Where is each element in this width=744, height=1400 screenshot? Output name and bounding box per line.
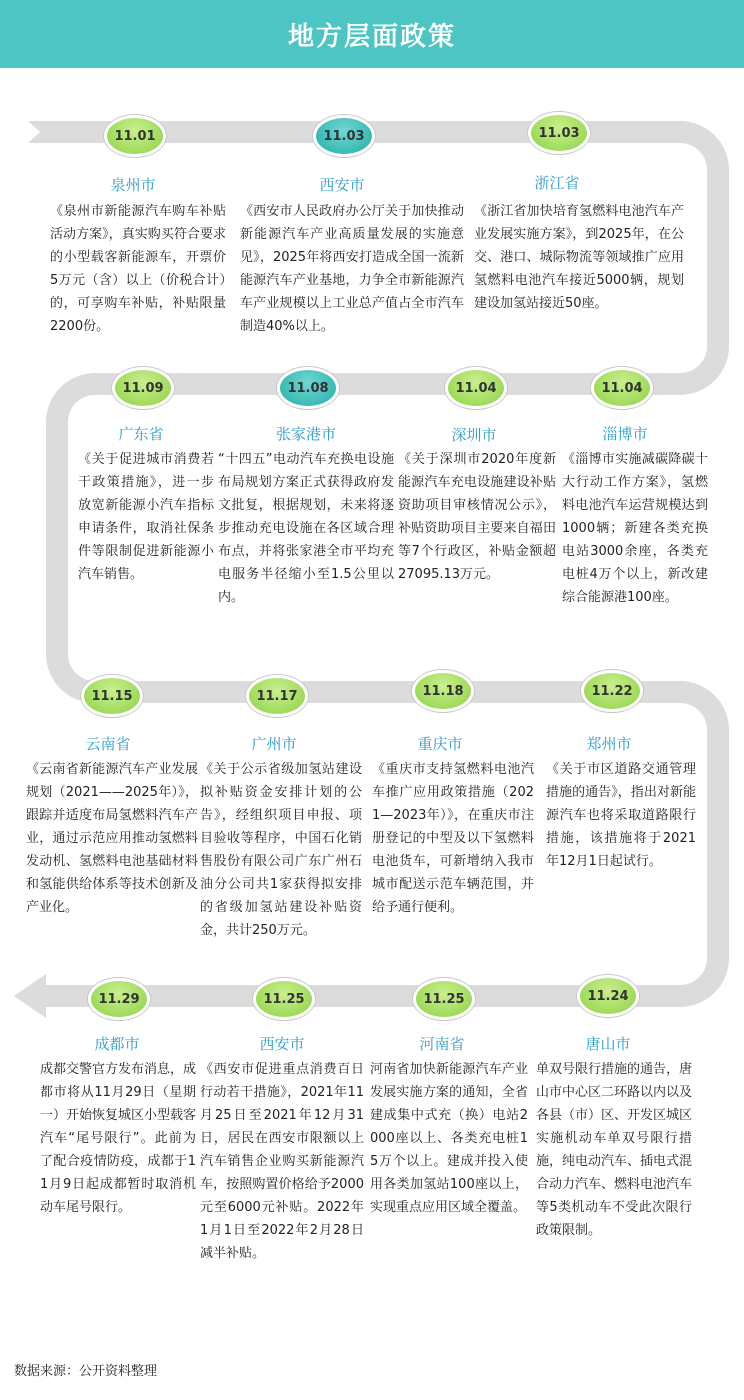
city-label: 唐山市 bbox=[585, 1035, 631, 1053]
date-bubble: 11.24 bbox=[577, 975, 639, 1017]
policy-description: 成都交警官方发布消息，成都市将从11月29日（星期一）开始恢复城区小型载客汽车“尾号限行”。此前为了配合疫情防疫，成都于11月9日起成都暂时取消机动车尾号限行。 bbox=[40, 1062, 197, 1215]
city-label: 浙江省 bbox=[534, 174, 580, 192]
policy-description: 《西安市人民政府办公厅关于加快推动新能源汽车产业高质量发展的实施意见》，2025年将西安打造成全国一流新能源汽车产业基地，力争全市新能源汽车产业规模以上工业总产值占全市汽车制造40%以上。 bbox=[240, 204, 464, 334]
date-bubble: 11.08 bbox=[277, 367, 339, 409]
policy-description: 《浙江省加快培育氢燃料电池汽车产业发展实施方案》，到2025年，在公交、港口、城际物流等领域推广应用氢燃料电池汽车接近5000辆，规划建设加氢站接近50座。 bbox=[474, 204, 684, 311]
date-bubble: 11.29 bbox=[88, 978, 150, 1020]
policy-description: 《泉州市新能源汽车购车补贴活动方案》，真实购买符合要求的小型载客新能源车，开票价5万元（含）以上（价税合计）的，可享购车补贴，补贴限量2200份。 bbox=[50, 204, 226, 334]
date-bubble: 11.17 bbox=[246, 675, 308, 717]
city-label: 广州市 bbox=[251, 735, 297, 753]
policy-description: 《云南省新能源汽车产业发展规划（2021——2025年）》，跟踪并适度布局氢燃料汽车产业，通过示范应用推动氢燃料发动机、氢燃料电池基础材料和氢能供给体系等技术创新及产业化。 bbox=[26, 762, 198, 915]
date-bubble: 11.03 bbox=[313, 115, 375, 157]
date-bubble: 11.03 bbox=[528, 112, 590, 154]
date-bubble: 11.04 bbox=[591, 367, 653, 409]
date-bubble: 11.15 bbox=[81, 675, 143, 717]
policy-description: “十四五”电动汽车充换电设施布局规划方案正式获得政府发文批复，根据规划，未来将逐步推动充电设施在各区域合理布点，并将张家港全市平均充电服务半径缩小至1.5公里以内。 bbox=[218, 452, 394, 605]
city-label: 云南省 bbox=[85, 735, 131, 753]
policy-description: 《关于深圳市2020年度新能源汽车充电设施建设补贴资助项目审核情况公示》，补贴资助项目主要来自福田等7个行政区，补贴金额超27095.13万元。 bbox=[398, 452, 556, 582]
timeline-arrow-head bbox=[14, 974, 46, 1018]
policy-description: 《重庆市支持氢燃料电池汽车推广应用政策措施（2021—2023年）》，在重庆市注册登记的中型及以下氢燃料电池货车，可新增纳入我市城市配送示范车辆范围，并给予通行便利。 bbox=[372, 762, 534, 915]
policy-description: 《关于公示省级加氢站建设拟补贴资金安排计划的公告》，经组织项目申报、项目验收等程序，中国石化销售股份有限公司广东广州石油分公司共1家获得拟安排的省级加氢站建设补贴资金，共计250万元。 bbox=[200, 762, 362, 938]
city-label: 河南省 bbox=[419, 1035, 465, 1053]
policy-description: 《淄博市实施减碳降碳十大行动工作方案》，氢燃料电池汽车运营规模达到1000辆；新建各类充换电站3000余座，各类充电桩4万个以上，新改建综合能源港100座。 bbox=[562, 452, 708, 605]
city-label: 西安市 bbox=[319, 176, 365, 194]
date-bubble: 11.01 bbox=[104, 115, 166, 157]
city-label: 淄博市 bbox=[602, 425, 648, 443]
city-label: 重庆市 bbox=[417, 735, 463, 753]
date-bubble: 11.22 bbox=[581, 670, 643, 712]
policy-description: 河南省加快新能源汽车产业发展实施方案的通知，全省建成集中式充（换）电站2000座以上、各类充电桩15万个以上。建成并投入使用各类加氢站100座以上，实现重点应用区域全覆盖。 bbox=[370, 1062, 528, 1215]
date-bubble: 11.25 bbox=[253, 978, 315, 1020]
policy-description: 《西安市促进重点消费百日行动若干措施》，2021年11月25日至2021年12月31日，居民在西安市限额以上汽车销售企业购买新能源汽车，按照购置价格给予2000元至6000元补贴。2022年1月1日至2022年2月28日减半补贴。 bbox=[200, 1062, 364, 1261]
page-title: 地方层面政策 bbox=[287, 21, 456, 52]
policy-description: 《关于市区道路交通管理措施的通告》，指出对新能源汽车也将采取道路限行措施，该措施将于2021年12月1日起试行。 bbox=[546, 762, 696, 869]
data-source-note: 数据来源：公开资料整理 bbox=[14, 1364, 158, 1379]
date-bubble: 11.04 bbox=[445, 367, 507, 409]
city-label: 成都市 bbox=[94, 1035, 140, 1053]
date-bubble: 11.09 bbox=[112, 367, 174, 409]
city-label: 深圳市 bbox=[451, 426, 497, 444]
policy-description: 单双号限行措施的通告，唐山市中心区二环路以内以及各县（市）区、开发区城区实施机动车单双号限行措施，纯电动汽车、插电式混合动力汽车、燃料电池汽车等5类机动车不受此次限行政策限制。 bbox=[536, 1062, 693, 1238]
timeline-start-tail bbox=[28, 121, 52, 143]
city-label: 泉州市 bbox=[110, 176, 156, 194]
policy-description: 《关于促进城市消费若干政策措施》，进一步放宽新能源小汽车指标申请条件，取消社保条件等限制促进新能源小汽车销售。 bbox=[78, 452, 214, 582]
date-bubble: 11.25 bbox=[413, 978, 475, 1020]
date-bubble: 11.18 bbox=[412, 670, 474, 712]
city-label: 郑州市 bbox=[586, 735, 632, 753]
city-label: 张家港市 bbox=[275, 425, 336, 443]
city-label: 广东省 bbox=[118, 425, 164, 443]
city-label: 西安市 bbox=[259, 1035, 305, 1053]
